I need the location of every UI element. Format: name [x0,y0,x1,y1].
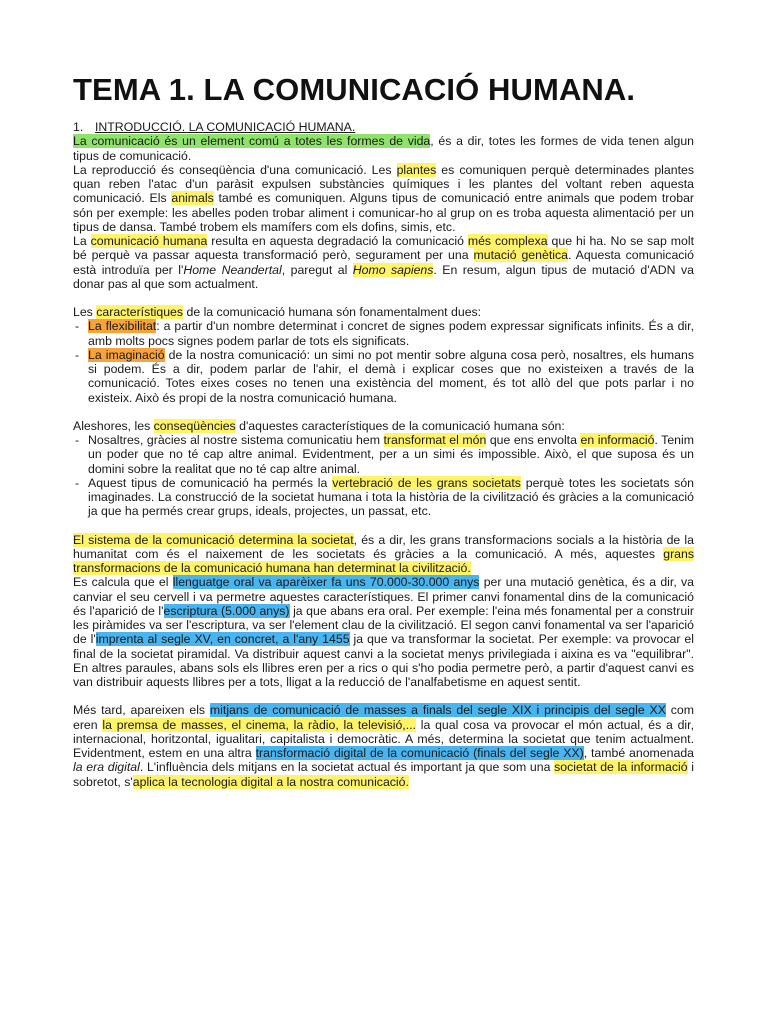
spacer [73,405,694,419]
paragraph-2 [73,163,694,234]
text-run: La reproducció és conseqüència d'una comunicació. Les [73,162,397,177]
text-run: de la comunicació humana són fonamentalment dues: [183,305,482,319]
highlight-yellow: més complexa [467,234,548,248]
text-run: Les [73,305,97,319]
highlight-green: La comunicació és un element comú a totes les formes de vida [73,134,431,149]
text-run: , és a dir, les grans transformacions socials a la història de la humanitat com és el naixement de les societats és gràcies a la comunicació. A més, aquestes [73,532,694,561]
highlight-yellow: animals [171,191,214,206]
text-run: resulta en aquesta degradació la comunicació [207,234,468,248]
consequences-list [73,433,694,519]
text-run: . En resum, algun tipus de mutació d'ADN va donar pas al que som actualment. [73,262,694,291]
highlight-orange: La imaginació [88,347,165,362]
highlight-yellow: grans transformacions de la comunicació humana han determinat la civilització. [73,546,694,575]
text-run: , paregut al [281,262,353,277]
highlight-yellow: transformat el món [383,433,487,447]
text-run: . Tenim un poder que no té cap altre animal. Evidentment, per a un simi és impossible. Això, el que suposa és un domini sobre la realitat que no té cap altre animal. [88,433,694,476]
highlight-yellow: conseqüències [153,418,236,433]
highlight-yellow: en informació [580,433,655,447]
italic-text: la era digital [73,760,140,775]
text-run: per una mutació genètica, és a dir, va canviar el seu cervell i va permetre aquestes característiques. El primer canvi fonamental dins de la comunicació és l'aparició de l' [73,575,694,618]
section-heading [73,120,694,134]
section-title: INTRODUCCIÓ. LA COMUNICACIÓ HUMANA. [95,120,356,134]
list-item [73,319,694,348]
paragraph-4 [73,305,694,319]
text-run: , també anomenada [583,746,694,760]
page-title: TEMA 1. LA COMUNICACIÓ HUMANA. [73,72,636,107]
text-run: Aleshores, les [73,418,154,433]
list-item [73,476,694,519]
spacer [73,689,694,703]
text-run: Aquest tipus de comunicació ha permés la [88,475,333,490]
text-run: , és a dir, totes les formes de vida tenen algun tipus de comunicació. [73,134,695,163]
list-item [73,433,694,476]
text-run: Nosaltres, gràcies al nostre sistema comunicatiu hem [88,433,384,447]
highlight-yellow: aplica la tecnologia digital a la nostra comunicació. [132,774,409,789]
text-run: i sobretot, s' [73,760,695,789]
list-item [73,348,694,405]
highlight-yellow: plantes [396,162,437,177]
text-run: . L'influència dels mitjans en la societat actual és important ja que som una [139,760,555,775]
highlight-yellow: comunicació humana [90,234,208,248]
text-run: la qual cosa va provocar el món actual, és a dir, internacional, horitzontal, igualitari, capitalista i democràtic. A més, determina la societat que tenim actualment. Evidentment, estem en una altra [73,717,694,760]
section-number: 1. [73,120,84,134]
paragraph-6 [73,533,694,576]
text-run: ja que abans era oral. Per exemple: l'eina més fonamental per a construir les piràmides va ser l'escriptura, va ser l'element clau de la civilització. El segon canvi fonamental va ser l'aparició de l' [73,603,695,647]
highlight-yellow: El sistema de la comunicació determina la societat [73,532,354,547]
highlight-blue: imprenta al segle XV, en concret, a l'any 1455 [95,632,350,647]
text-run: que hi ha. No se sap molt bé perquè va passar aquesta transformació però, segurament per una [73,234,694,263]
text-run: d'aquestes característiques de la comunicació humana són: [235,418,565,433]
document-body [73,120,694,789]
italic-text: Home Neandertal [183,262,282,277]
text-run: Més tard, apareixen els [73,703,210,718]
text-run: es comuniquen perquè determinades plantes quan reben l'atac d'un paràsit expulsen substàncies químiques i les plantes del voltant reben aquesta comunicació. Els [73,162,694,206]
text-run: que ens envolta [486,433,581,447]
text-run: . Aquesta comunicació està introduïa per l' [73,248,695,277]
paragraph-1 [73,134,694,163]
text-run: també es comuniquen. Alguns tipus de comunicació entre animals que podem trobar són per exemple: les abelles poden trobar aliment i comunicar-ho al grup on es troba aquesta alimentació per un tipus de dansa. També trobem els mamífers com els dofins, simis, etc. [73,191,694,234]
paragraph-3 [73,234,694,291]
highlight-yellow: característiques [96,305,184,319]
text-run: com eren [73,703,694,732]
spacer [73,291,694,305]
paragraph-7 [73,575,694,689]
spacer [73,519,694,533]
highlight-yellow: societat de la informació [554,760,688,775]
text-run: ja que va transformar la societat. Per exemple: va provocar el final de la societat piramidal. Va distribuir aquest canvi a la societat menys privilegiada i aixina es va "equilibrar". En altres paraules, abans sols els llibres eren per a rics o qui s'ho podia permetre però, a partir d'aquest canvi es van distribuir aquests llibres per a tots, lligat a la reducció de l'analfabetisme en aquest sentit. [73,632,694,689]
highlight-orange: La flexibilitat [88,319,157,334]
text-run: La [73,234,91,248]
highlight-blue: escriptura (5.000 anys) [163,603,290,618]
highlight-yellow: la premsa de masses, el cinema, la ràdio, la televisió,... [102,717,416,732]
text-run: de la nostra comunicació: un simi no pot mentir sobre alguna cosa però, nosaltres, els humans si podem. És a dir, podem parlar de l'ahir, el demà i explicar coses que no existeixen a través de la comunicació. Totes eixes coses no tenen una existència del moment, és tot allò del que pots parlar i no existeix. Això és propi de la nostra comunicació humana. [88,347,694,405]
text-run: : a partir d'un nombre determinat i concret de signes podem expressar significats infinits. És a dir, amb molts pocs signes podem parlar de tots els significats. [88,319,694,348]
highlight-yellow: mutació genètica [473,248,568,263]
text-run: perquè totes les societats són imaginades. La construcció de la societat humana i tota la història de la civilització és gràcies a la comunicació ja que ha permés crear grups, ideals, projectes, un passat, etc. [88,475,694,519]
highlight-yellow: Homo sapiens [352,262,434,277]
highlight-yellow: vertebració de les grans societats [332,475,521,490]
paragraph-5 [73,419,694,433]
paragraph-8 [73,703,694,789]
highlight-blue: transformació digital de la comunicació (finals del segle XX) [255,746,584,760]
highlight-blue: mitjans de comunicació de masses a finals del segle XIX i principis del segle XX [209,703,666,718]
characteristics-list [73,319,694,405]
highlight-blue: llenguatge oral va aparèixer fa uns 70.000-30.000 anys [172,575,480,590]
text-run: Es calcula que el [73,575,173,590]
